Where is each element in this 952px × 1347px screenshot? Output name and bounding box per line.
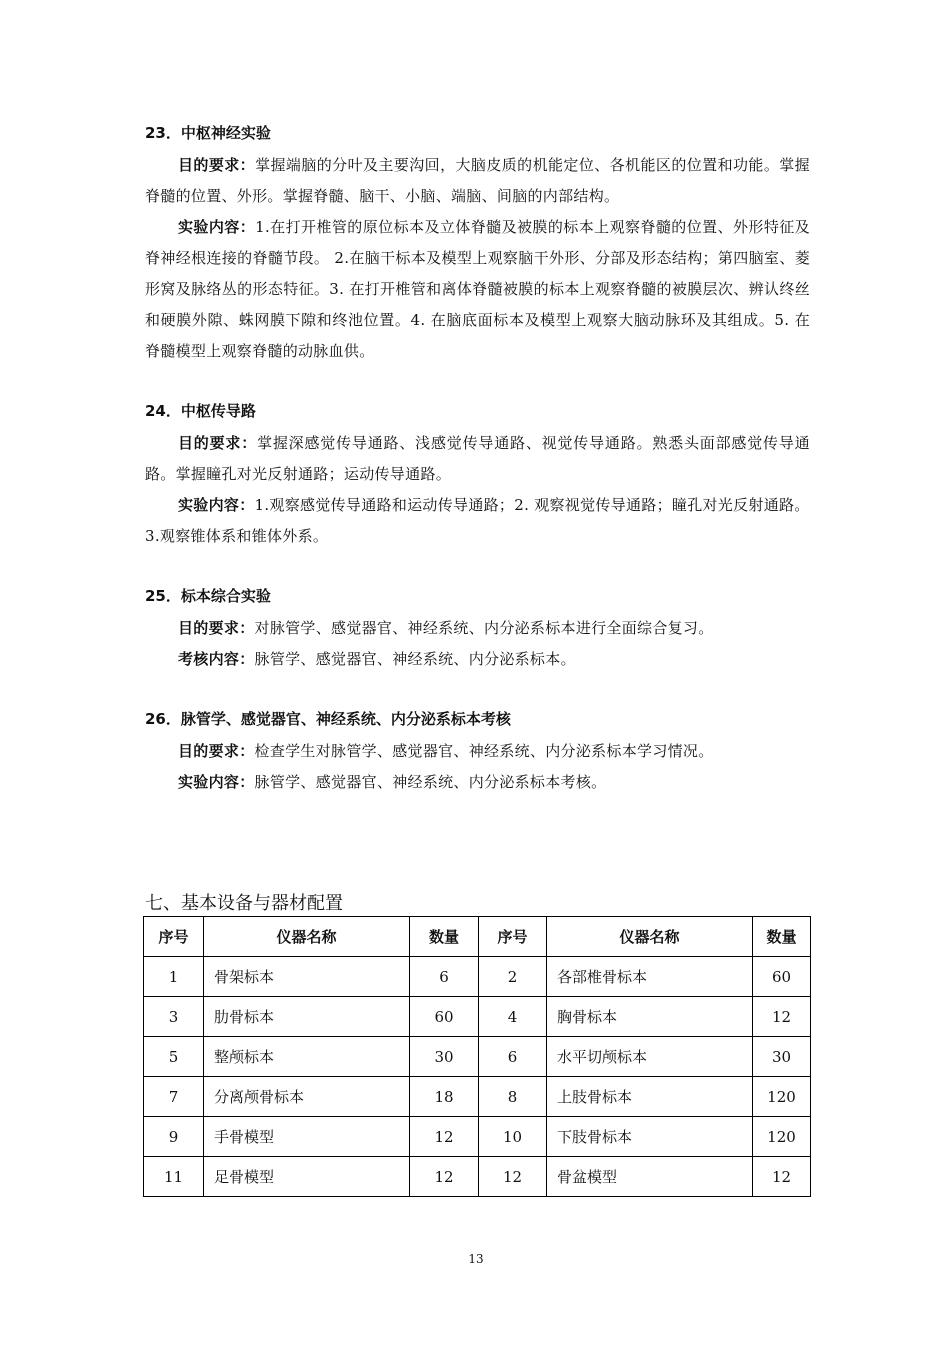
index-cell: 3 — [144, 997, 204, 1037]
header-instrument-name: 仪器名称 — [204, 917, 410, 957]
quantity-cell: 60 — [753, 957, 811, 997]
section-23-content — [145, 212, 810, 367]
document-body — [145, 122, 810, 798]
quantity-cell: 120 — [753, 1117, 811, 1157]
table-row — [144, 1117, 811, 1157]
content-text: 脉管学、感觉器官、神经系统、内分泌系标本考核。 — [254, 773, 607, 791]
section-24-title: 24．中枢传导路 — [145, 402, 256, 420]
index-cell: 7 — [144, 1077, 204, 1117]
section-26-purpose — [145, 736, 810, 767]
section-23-purpose — [145, 150, 810, 212]
purpose-label: 目的要求： — [178, 434, 258, 452]
quantity-cell: 60 — [410, 997, 479, 1037]
section-25-title: 25．标本综合实验 — [145, 587, 271, 605]
section-23-title: 23．中枢神经实验 — [145, 124, 271, 142]
quantity-cell: 12 — [753, 997, 811, 1037]
index-cell: 1 — [144, 957, 204, 997]
content-text: 1.在打开椎管的原位标本及立体脊髓及被膜的标本上观察脊髓的位置、外形特征及脊神经根连接的脊髓节段。 2.在脑干标本及模型上观察脑干外形、分部及形态结构；第四脑室、菱形窝及脉络丛的形态特征。3. 在打开椎管和离体脊髓被膜的标本上观察脊髓的被膜层次、辨认终丝和硬膜外隙、蛛网膜下隙和终池位置。4. 在脑底面标本及模型上观察大脑动脉环及其组成。5. 在脊髓模型上观察脊髓的动脉血供。 — [145, 218, 810, 360]
purpose-text: 检查学生对脉管学、感觉器官、神经系统、内分泌系标本学习情况。 — [254, 742, 714, 760]
purpose-text: 对脉管学、感觉器官、神经系统、内分泌系标本进行全面综合复习。 — [254, 619, 714, 637]
instrument-name-cell: 整颅标本 — [204, 1037, 410, 1077]
table-row — [144, 997, 811, 1037]
header-quantity: 数量 — [410, 917, 479, 957]
content-label: 实验内容： — [178, 496, 255, 514]
instrument-name-cell: 上肢骨标本 — [547, 1077, 753, 1117]
table-row — [144, 1077, 811, 1117]
purpose-label: 目的要求： — [178, 156, 256, 174]
index-cell: 10 — [479, 1117, 547, 1157]
index-cell: 11 — [144, 1157, 204, 1197]
quantity-cell: 30 — [410, 1037, 479, 1077]
table-row — [144, 1157, 811, 1197]
purpose-label: 目的要求： — [178, 742, 255, 760]
index-cell: 6 — [479, 1037, 547, 1077]
header-index: 序号 — [479, 917, 547, 957]
index-cell: 5 — [144, 1037, 204, 1077]
section-7-title: 七、基本设备与器材配置 — [145, 893, 343, 914]
instrument-name-cell: 足骨模型 — [204, 1157, 410, 1197]
section-25-content — [145, 644, 810, 675]
quantity-cell: 18 — [410, 1077, 479, 1117]
table-row — [144, 1037, 811, 1077]
index-cell: 9 — [144, 1117, 204, 1157]
content-label: 实验内容： — [178, 218, 256, 236]
instrument-name-cell: 下肢骨标本 — [547, 1117, 753, 1157]
instrument-name-cell: 胸骨标本 — [547, 997, 753, 1037]
section-24-purpose — [145, 428, 810, 490]
instrument-name-cell: 肋骨标本 — [204, 997, 410, 1037]
index-cell: 4 — [479, 997, 547, 1037]
assessment-text: 脉管学、感觉器官、神经系统、内分泌系标本。 — [254, 650, 576, 668]
quantity-cell: 12 — [753, 1157, 811, 1197]
index-cell: 2 — [479, 957, 547, 997]
section-26-title: 26．脉管学、感觉器官、神经系统、内分泌系标本考核 — [145, 710, 511, 728]
quantity-cell: 30 — [753, 1037, 811, 1077]
content-label: 实验内容： — [178, 773, 255, 791]
content-text: 1.观察感觉传导通路和运动传导通路；2. 观察视觉传导通路；瞳孔对光反射通路。 — [254, 496, 810, 514]
table-row — [144, 957, 811, 997]
equipment-table — [143, 916, 811, 1197]
instrument-name-cell: 骨盆模型 — [547, 1157, 753, 1197]
header-quantity: 数量 — [753, 917, 811, 957]
purpose-text: 掌握深感觉传导通路、浅感觉传导通路、视觉传导通路。熟悉头面部感觉传导通路。掌握瞳孔对光反射通路；运动传导通路。 — [145, 434, 810, 483]
section-26-content — [145, 767, 810, 798]
assessment-label: 考核内容： — [178, 650, 255, 668]
quantity-cell: 120 — [753, 1077, 811, 1117]
header-instrument-name: 仪器名称 — [547, 917, 753, 957]
quantity-cell: 6 — [410, 957, 479, 997]
quantity-cell: 12 — [410, 1117, 479, 1157]
section-25-purpose — [145, 613, 810, 644]
purpose-label: 目的要求： — [178, 619, 255, 637]
quantity-cell: 12 — [410, 1157, 479, 1197]
section-24-extra-line: 3.观察锥体系和锥体外系。 — [145, 527, 329, 545]
instrument-name-cell: 手骨模型 — [204, 1117, 410, 1157]
instrument-name-cell: 水平切颅标本 — [547, 1037, 753, 1077]
instrument-name-cell: 骨架标本 — [204, 957, 410, 997]
page-number: 13 — [468, 1252, 484, 1266]
section-24-content — [145, 490, 810, 521]
index-cell: 8 — [479, 1077, 547, 1117]
header-index: 序号 — [144, 917, 204, 957]
table-header-row — [144, 917, 811, 957]
instrument-name-cell: 各部椎骨标本 — [547, 957, 753, 997]
instrument-name-cell: 分离颅骨标本 — [204, 1077, 410, 1117]
purpose-text: 掌握端脑的分叶及主要沟回，大脑皮质的机能定位、各机能区的位置和功能。掌握脊髓的位置、外形。掌握脊髓、脑干、小脑、端脑、间脑的内部结构。 — [145, 156, 810, 205]
index-cell: 12 — [479, 1157, 547, 1197]
